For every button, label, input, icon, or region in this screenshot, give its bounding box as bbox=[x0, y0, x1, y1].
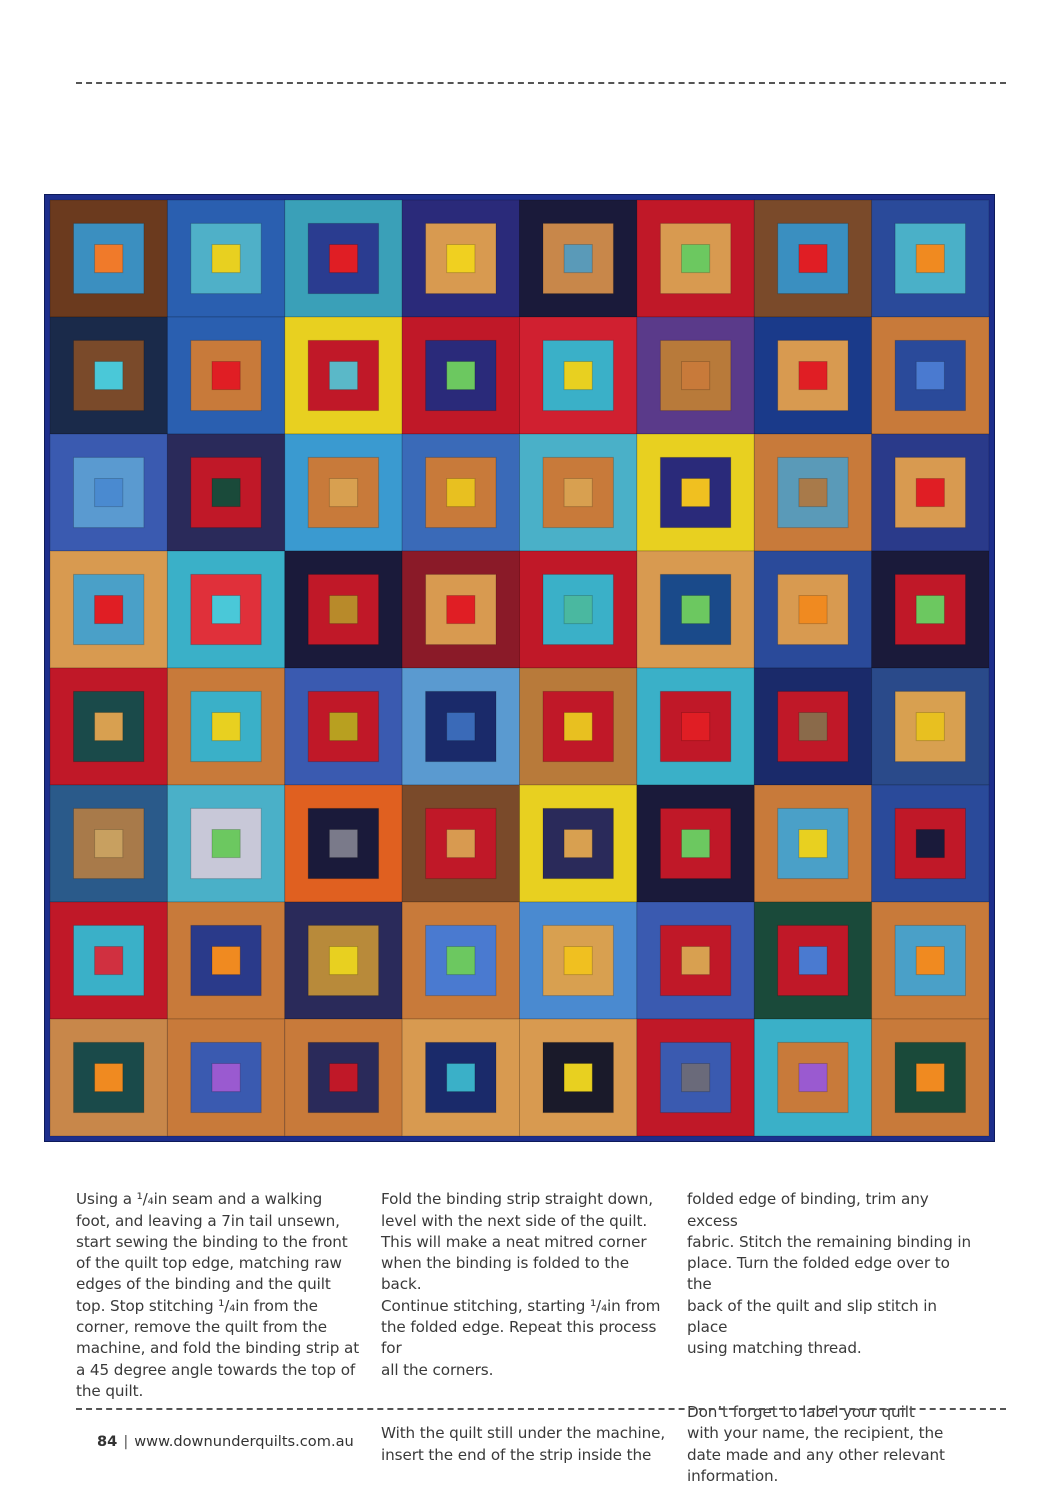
quilt-block bbox=[872, 317, 989, 434]
quilt-block bbox=[167, 902, 284, 1019]
quilt-block bbox=[285, 785, 402, 902]
quilt-block bbox=[520, 668, 637, 785]
paragraph: folded edge of binding, trim any excess fabric. Stitch the remaining binding in place. Turn the folded edge over to the back of the quilt and slip stitch in place using matching thread. bbox=[687, 1190, 971, 1358]
paragraph: Don’t forget to label your quilt with your name, the recipient, the date made and any other relevant information. bbox=[687, 1402, 945, 1485]
quilt-block bbox=[402, 551, 519, 668]
quilt-block bbox=[872, 551, 989, 668]
quilt-block bbox=[872, 902, 989, 1019]
quilt-block bbox=[402, 200, 519, 317]
quilt-block bbox=[285, 902, 402, 1019]
quilt-block bbox=[402, 902, 519, 1019]
quilt-block bbox=[520, 1019, 637, 1136]
quilt-block bbox=[167, 434, 284, 551]
quilt-image bbox=[44, 194, 995, 1142]
bottom-dashed-rule bbox=[76, 1408, 1006, 1410]
page-footer bbox=[97, 1433, 354, 1450]
quilt-block bbox=[402, 785, 519, 902]
quilt-block bbox=[285, 200, 402, 317]
quilt-block bbox=[754, 1019, 871, 1136]
quilt-block bbox=[50, 200, 167, 317]
quilt-block bbox=[520, 317, 637, 434]
quilt-block bbox=[637, 200, 754, 317]
quilt-block bbox=[754, 434, 871, 551]
quilt-block bbox=[402, 317, 519, 434]
page-number: 84 bbox=[97, 1433, 118, 1450]
quilt-block bbox=[50, 1019, 167, 1136]
quilt-block bbox=[872, 434, 989, 551]
quilt-block bbox=[754, 200, 871, 317]
quilt-block bbox=[637, 317, 754, 434]
text-column-3 bbox=[687, 1168, 977, 1508]
quilt-block bbox=[167, 317, 284, 434]
quilt-block bbox=[637, 434, 754, 551]
quilt-block bbox=[167, 785, 284, 902]
quilt-block bbox=[285, 668, 402, 785]
quilt-block bbox=[754, 668, 871, 785]
quilt-block bbox=[872, 1019, 989, 1136]
quilt-block bbox=[520, 902, 637, 1019]
paragraph: Using a ¹/₄in seam and a walking foot, and leaving a 7in tail unsewn, start sewing the binding to the front of the quilt top edge, matching raw edges of the binding and the quilt top. Stop stitching ¹/₄in from the corner, remove the quilt from the machine, and fold the binding strip at a 45 degree angle towards the top of the quilt. bbox=[76, 1190, 360, 1400]
top-dashed-rule bbox=[76, 82, 1006, 84]
quilt-block bbox=[50, 668, 167, 785]
quilt-block bbox=[402, 434, 519, 551]
website-link[interactable]: www.downunderquilts.com.au bbox=[134, 1433, 354, 1450]
footer-separator: | bbox=[123, 1433, 129, 1450]
quilt-block bbox=[754, 551, 871, 668]
quilt-block bbox=[167, 1019, 284, 1136]
text-column-1 bbox=[76, 1168, 366, 1424]
quilt-block bbox=[520, 785, 637, 902]
quilt-block bbox=[285, 551, 402, 668]
quilt-block bbox=[754, 785, 871, 902]
text-column-2 bbox=[381, 1168, 671, 1487]
quilt-block bbox=[167, 200, 284, 317]
quilt-block bbox=[50, 317, 167, 434]
quilt-photo bbox=[44, 194, 995, 1142]
quilt-block bbox=[754, 317, 871, 434]
quilt-block bbox=[167, 551, 284, 668]
quilt-block bbox=[872, 785, 989, 902]
quilt-block bbox=[520, 551, 637, 668]
quilt-block bbox=[520, 434, 637, 551]
quilt-block bbox=[50, 434, 167, 551]
quilt-block bbox=[872, 200, 989, 317]
quilt-block bbox=[402, 1019, 519, 1136]
quilt-block bbox=[872, 668, 989, 785]
quilt-block bbox=[637, 902, 754, 1019]
quilt-block bbox=[402, 668, 519, 785]
quilt-block bbox=[520, 200, 637, 317]
quilt-block bbox=[285, 434, 402, 551]
quilt-block bbox=[50, 785, 167, 902]
quilt-block bbox=[285, 317, 402, 434]
quilt-block bbox=[637, 551, 754, 668]
paragraph: With the quilt still under the machine, insert the end of the strip inside the bbox=[381, 1424, 666, 1464]
quilt-block bbox=[754, 902, 871, 1019]
quilt-block bbox=[637, 785, 754, 902]
quilt-block bbox=[167, 668, 284, 785]
quilt-block bbox=[50, 551, 167, 668]
quilt-block bbox=[637, 668, 754, 785]
quilt-block bbox=[285, 1019, 402, 1136]
quilt-block bbox=[50, 902, 167, 1019]
paragraph: Fold the binding strip straight down, level with the next side of the quilt. This will make a neat mitred corner when the binding is folded to the back. Continue stitching, starting ¹/₄in from the folded edge. Repeat this process for all the corners. bbox=[381, 1190, 661, 1379]
quilt-block bbox=[637, 1019, 754, 1136]
